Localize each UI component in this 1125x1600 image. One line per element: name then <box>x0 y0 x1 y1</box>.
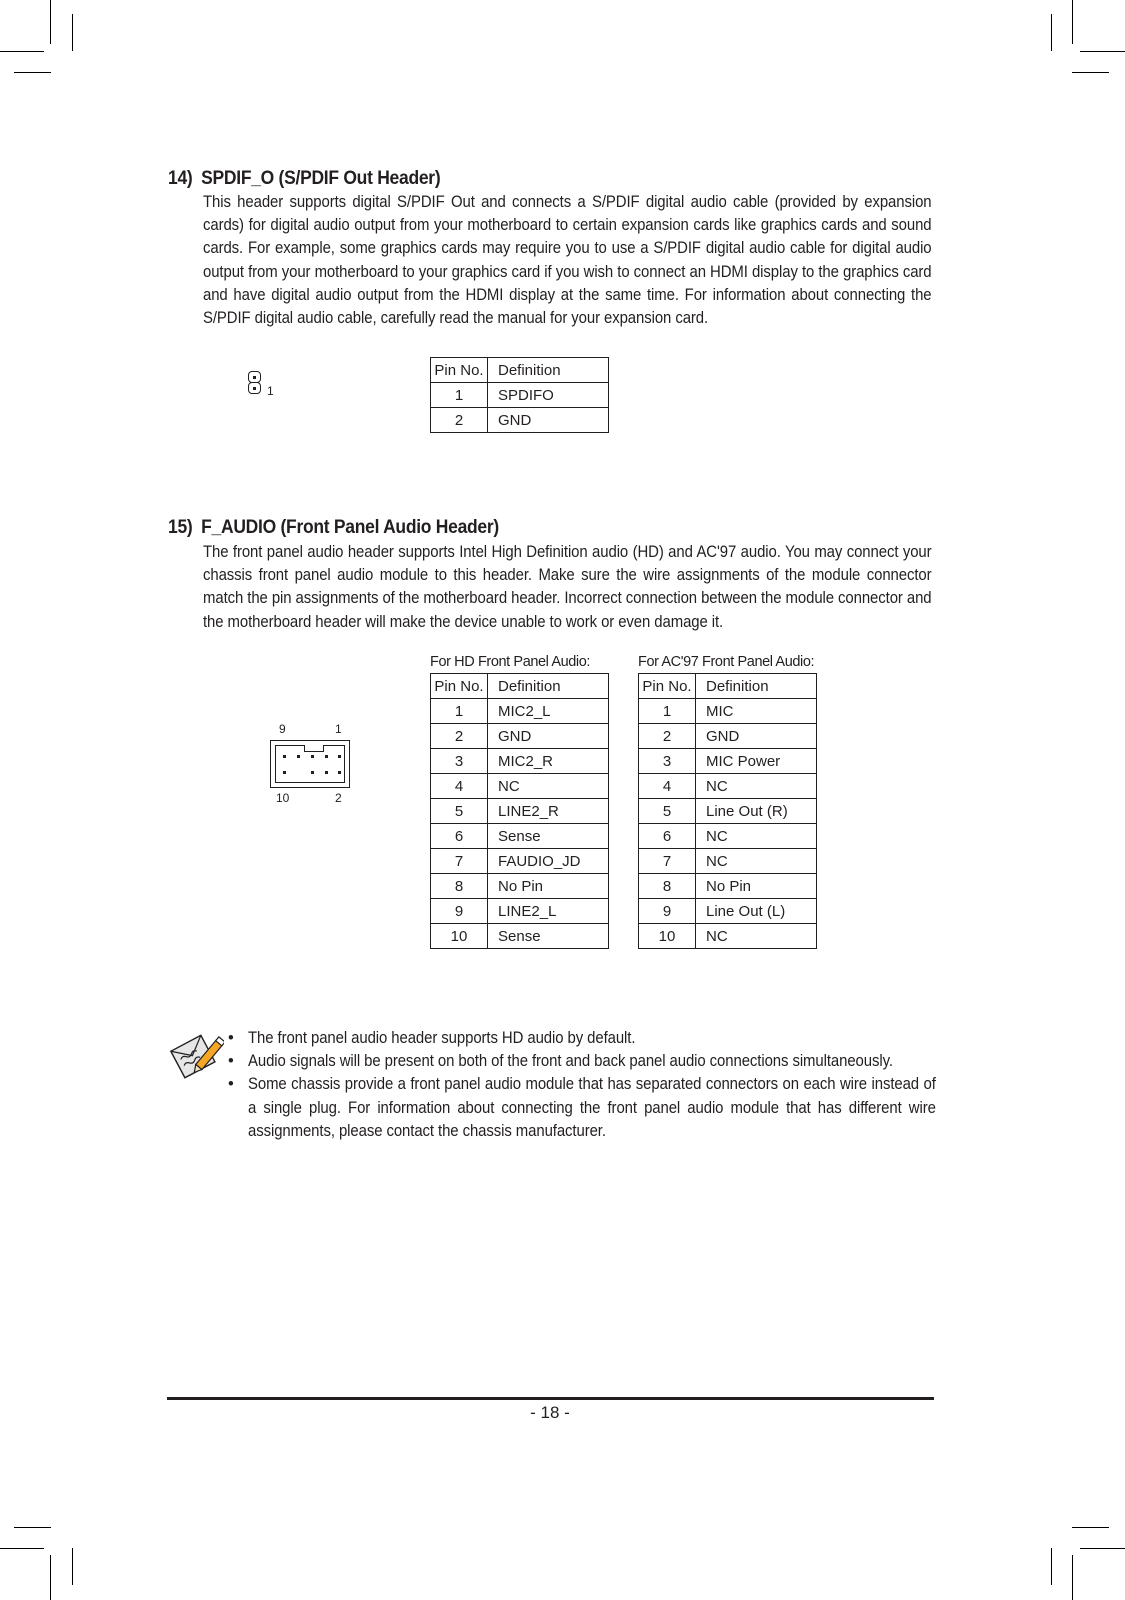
pin-number: 4 <box>639 774 696 799</box>
pin-label: 10 <box>276 791 290 805</box>
table-header-row <box>431 358 609 383</box>
note-text: Some chassis provide a front panel audio module that has separated connectors on each wire instead of a single plug. For information about connecting the front panel audio module that has different wire assignments, please contact the chassis manufacturer. <box>248 1075 936 1140</box>
list-item <box>228 1050 1008 1073</box>
table-row <box>431 924 609 949</box>
table-row <box>639 874 817 899</box>
crop-mark <box>72 1548 73 1585</box>
table-row <box>431 774 609 799</box>
pin-number: 6 <box>639 824 696 849</box>
pin-dot <box>283 771 286 774</box>
pin-number: 1 <box>431 383 488 408</box>
crop-mark <box>14 1527 51 1528</box>
pin-definition: FAUDIO_JD <box>488 849 609 874</box>
header-outline <box>270 740 350 788</box>
crop-mark <box>1080 1548 1125 1549</box>
section-number: 14) <box>168 168 193 189</box>
crop-mark <box>1072 72 1109 73</box>
pin-number: 9 <box>431 899 488 924</box>
pin-definition: NC <box>696 824 817 849</box>
pin-definition: No Pin <box>488 874 609 899</box>
header-notch <box>304 745 324 752</box>
table-row <box>639 699 817 724</box>
pin-definition: Line Out (L) <box>696 899 817 924</box>
pin-dot <box>338 771 341 774</box>
bullet: • <box>228 1029 234 1047</box>
header-cell: Pin No. <box>639 674 696 699</box>
table-row <box>639 749 817 774</box>
pin-definition: Sense <box>488 824 609 849</box>
crop-mark <box>50 1555 51 1600</box>
pin-definition: SPDIFO <box>488 383 609 408</box>
pin-definition: NC <box>696 849 817 874</box>
header-cell: Definition <box>488 674 609 699</box>
table-row <box>431 799 609 824</box>
pin-definition: GND <box>488 724 609 749</box>
pin-number: 6 <box>431 824 488 849</box>
crop-mark <box>1072 1555 1073 1600</box>
pin-number: 2 <box>431 408 488 433</box>
ac97-table-caption: For AC'97 Front Panel Audio: <box>638 654 815 670</box>
table-row <box>431 408 609 433</box>
section-title: SPDIF_O (S/PDIF Out Header) <box>201 168 441 189</box>
pin-number: 5 <box>639 799 696 824</box>
pin-definition: NC <box>696 774 817 799</box>
pin-number: 10 <box>639 924 696 949</box>
section-heading-faudio <box>168 517 499 539</box>
table-row <box>431 849 609 874</box>
crop-mark <box>14 72 51 73</box>
crop-mark <box>0 51 44 52</box>
crop-mark <box>1080 51 1125 52</box>
section-title: F_AUDIO (Front Panel Audio Header) <box>201 517 499 538</box>
pin-definition: NC <box>696 924 817 949</box>
ac97-pin-table <box>638 673 817 949</box>
table-row <box>431 699 609 724</box>
pin-label: 1 <box>335 722 342 736</box>
pin-definition: Line Out (R) <box>696 799 817 824</box>
pin-number: 2 <box>639 724 696 749</box>
pin-number: 1 <box>431 699 488 724</box>
spdif-pin-table <box>430 357 609 433</box>
note-text: The front panel audio header supports HD audio by default. <box>248 1029 636 1047</box>
note-text: Audio signals will be present on both of the front and back panel audio connections simultaneously. <box>248 1052 893 1071</box>
pin-dot <box>338 755 341 758</box>
crop-mark <box>1072 1527 1109 1528</box>
pin-number: 7 <box>431 849 488 874</box>
header-cell: Pin No. <box>431 358 488 383</box>
header-inner <box>275 745 345 783</box>
table-row <box>431 383 609 408</box>
pin-definition: GND <box>488 408 609 433</box>
table-row <box>639 774 817 799</box>
table-header-row <box>431 674 609 699</box>
table-row <box>431 724 609 749</box>
pin-number: 4 <box>431 774 488 799</box>
pin-number: 5 <box>431 799 488 824</box>
pin-definition: LINE2_L <box>488 899 609 924</box>
table-row <box>431 899 609 924</box>
pin-definition: MIC <box>696 699 817 724</box>
table-row <box>639 799 817 824</box>
header-cell: Definition <box>488 358 609 383</box>
pin-dot <box>325 771 328 774</box>
table-row <box>639 849 817 874</box>
footer-rule <box>167 1397 934 1400</box>
pin-dot <box>325 755 328 758</box>
pin-dot <box>297 755 300 758</box>
crop-mark <box>50 0 51 44</box>
pin-definition: LINE2_R <box>488 799 609 824</box>
pin-number: 10 <box>431 924 488 949</box>
bullet: • <box>228 1052 234 1071</box>
section-number: 15) <box>168 517 193 538</box>
crop-mark <box>1051 1548 1052 1585</box>
spdif-connector-diagram <box>248 371 274 398</box>
pin-definition: No Pin <box>696 874 817 899</box>
section-heading-spdif <box>168 168 440 190</box>
note-pencil-icon <box>168 1030 224 1082</box>
hd-pin-table <box>430 673 609 949</box>
table-row <box>431 874 609 899</box>
pin-definition: MIC Power <box>696 749 817 774</box>
pin-number: 8 <box>431 874 488 899</box>
pin-definition: MIC2_R <box>488 749 609 774</box>
pin-number: 8 <box>639 874 696 899</box>
table-header-row <box>639 674 817 699</box>
table-row <box>431 749 609 774</box>
table-row <box>639 924 817 949</box>
crop-mark <box>72 14 73 51</box>
pin-dot <box>311 755 314 758</box>
crop-mark <box>1051 14 1052 51</box>
pin-label: 2 <box>335 791 342 805</box>
list-item <box>228 1027 1008 1050</box>
pin-number: 2 <box>431 724 488 749</box>
pin-dot <box>311 771 314 774</box>
crop-mark <box>1072 0 1073 44</box>
pin-number: 1 <box>639 699 696 724</box>
hd-table-caption: For HD Front Panel Audio: <box>430 654 591 670</box>
table-row <box>639 899 817 924</box>
pin-number: 9 <box>639 899 696 924</box>
notes-list <box>228 1027 1008 1143</box>
pin-number: 3 <box>431 749 488 774</box>
section-body-faudio: The front panel audio header supports Intel High Definition audio (HD) and AC'97 audio. You may connect your chassis front panel audio module to this header. Make sure the wire assignments of the module connector match the pin assignments of the motherboard header. Incorrect connection between the module connector and the motherboard header will make the device unable to work or even damage it. <box>203 543 932 631</box>
table-row <box>431 824 609 849</box>
pin-definition: MIC2_L <box>488 699 609 724</box>
pin-number: 7 <box>639 849 696 874</box>
pin-label: 9 <box>279 722 286 736</box>
list-item <box>228 1073 1008 1143</box>
pin-definition: NC <box>488 774 609 799</box>
pin-definition: GND <box>696 724 817 749</box>
table-row <box>639 724 817 749</box>
section-body-spdif: This header supports digital S/PDIF Out and connects a S/PDIF digital audio cable (provided by expansion cards) for digital audio output from your motherboard to certain expansion cards like graphics cards and sound cards. For example, some graphics cards may require you to use a S/PDIF digital audio cable for digital audio output from your motherboard to your graphics card if you wish to connect an HDMI display to the graphics card and have digital audio output from the HDMI display at the same time. For information about connecting the S/PDIF digital audio cable, carefully read the manual for your expansion card. <box>203 193 932 328</box>
header-cell: Definition <box>696 674 817 699</box>
bullet: • <box>228 1075 234 1094</box>
table-row <box>639 824 817 849</box>
pin-dot <box>283 755 286 758</box>
header-cell: Pin No. <box>431 674 488 699</box>
pin-definition: Sense <box>488 924 609 949</box>
pin-label: 1 <box>267 384 274 398</box>
page-number: - 18 - <box>530 1403 570 1422</box>
crop-mark <box>0 1548 44 1549</box>
pin-icon <box>248 382 261 394</box>
pin-number: 3 <box>639 749 696 774</box>
